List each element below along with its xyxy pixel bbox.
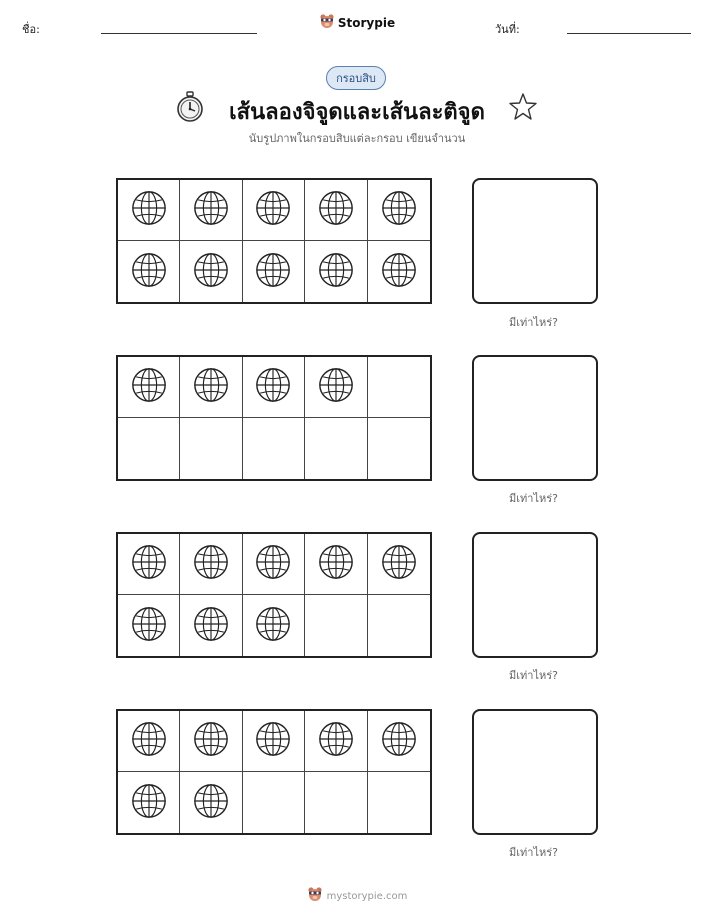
bear-mascot-icon — [319, 13, 335, 33]
frame-cell — [305, 418, 367, 479]
globe-icon — [192, 366, 230, 408]
frame-cell — [305, 595, 367, 656]
name-label: ชื่อ: — [22, 23, 40, 36]
frame-cell — [243, 357, 305, 418]
date-label: วันที่: — [495, 23, 520, 36]
frame-cell — [118, 711, 180, 772]
globe-icon — [317, 189, 355, 231]
frame-cell — [305, 241, 367, 302]
answer-box-2[interactable] — [472, 355, 598, 481]
name-line[interactable] — [101, 33, 257, 34]
frame-cell — [243, 418, 305, 479]
frame-1 — [116, 178, 432, 304]
globe-icon — [254, 543, 292, 585]
globe-icon — [317, 543, 355, 585]
globe-icon — [130, 251, 168, 293]
frame-cell — [118, 595, 180, 656]
frame-cell — [368, 357, 430, 418]
globe-icon — [254, 251, 292, 293]
globe-icon — [130, 782, 168, 824]
globe-icon — [130, 720, 168, 762]
globe-icon — [317, 720, 355, 762]
globe-icon — [317, 366, 355, 408]
frame-cell — [243, 595, 305, 656]
brand-logo — [0, 13, 714, 33]
globe-icon — [130, 543, 168, 585]
frame-cell — [118, 772, 180, 833]
date-line[interactable] — [567, 33, 691, 34]
globe-icon — [254, 366, 292, 408]
frame-cell — [243, 241, 305, 302]
frame-cell — [118, 357, 180, 418]
globe-icon — [192, 782, 230, 824]
frame-cell — [180, 595, 242, 656]
page-title: เส้นลองจิจูดและเส้นละติจูด — [229, 100, 485, 125]
answer-box-4[interactable] — [472, 709, 598, 835]
globe-icon — [254, 605, 292, 647]
frame-cell — [368, 534, 430, 595]
globe-icon — [192, 251, 230, 293]
question-1: มีเท่าไหร่? — [509, 316, 558, 329]
globe-icon — [130, 605, 168, 647]
frame-cell — [180, 418, 242, 479]
frame-cell — [368, 711, 430, 772]
bear-mascot-icon — [307, 886, 323, 906]
frame-cell — [368, 241, 430, 302]
globe-icon — [130, 366, 168, 408]
globe-icon — [380, 543, 418, 585]
globe-icon — [254, 720, 292, 762]
frame-cell — [305, 357, 367, 418]
frame-cell — [243, 534, 305, 595]
frame-cell — [368, 595, 430, 656]
question-4: มีเท่าไหร่? — [509, 846, 558, 859]
answer-box-3[interactable] — [472, 532, 598, 658]
frame-cell — [180, 534, 242, 595]
frame-cell — [180, 711, 242, 772]
globe-icon — [192, 605, 230, 647]
frame-cell — [180, 241, 242, 302]
footer — [0, 886, 714, 906]
globe-icon — [192, 189, 230, 231]
answer-box-1[interactable] — [472, 178, 598, 304]
globe-icon — [317, 251, 355, 293]
brand-name: Storypie — [337, 16, 396, 30]
frame-cell — [305, 534, 367, 595]
frame-cell — [243, 711, 305, 772]
frame-2 — [116, 355, 432, 481]
frame-3 — [116, 532, 432, 658]
globe-icon — [380, 720, 418, 762]
frame-cell — [118, 241, 180, 302]
frame-4 — [116, 709, 432, 835]
frame-cell — [180, 772, 242, 833]
frame-cell — [243, 180, 305, 241]
frame-cell — [368, 418, 430, 479]
frame-cell — [118, 180, 180, 241]
globe-icon — [192, 720, 230, 762]
frame-cell — [180, 180, 242, 241]
globe-icon — [380, 251, 418, 293]
frame-cell — [305, 711, 367, 772]
frame-cell — [243, 772, 305, 833]
question-3: มีเท่าไหร่? — [509, 669, 558, 682]
frame-cell — [118, 534, 180, 595]
category-badge: กรอบสิบ — [326, 66, 386, 90]
globe-icon — [380, 189, 418, 231]
globe-icon — [130, 189, 168, 231]
frame-cell — [118, 418, 180, 479]
frame-cell — [305, 772, 367, 833]
frame-cell — [180, 357, 242, 418]
instructions: นับรูปภาพในกรอบสิบแต่ละกรอบ เขียนจำนวน — [248, 132, 466, 145]
globe-icon — [254, 189, 292, 231]
question-2: มีเท่าไหร่? — [509, 492, 558, 505]
star-outline-icon — [508, 92, 538, 126]
frame-cell — [368, 772, 430, 833]
frame-cell — [305, 180, 367, 241]
footer-url: mystorypie.com — [326, 890, 408, 902]
frame-cell — [368, 180, 430, 241]
globe-icon — [192, 543, 230, 585]
